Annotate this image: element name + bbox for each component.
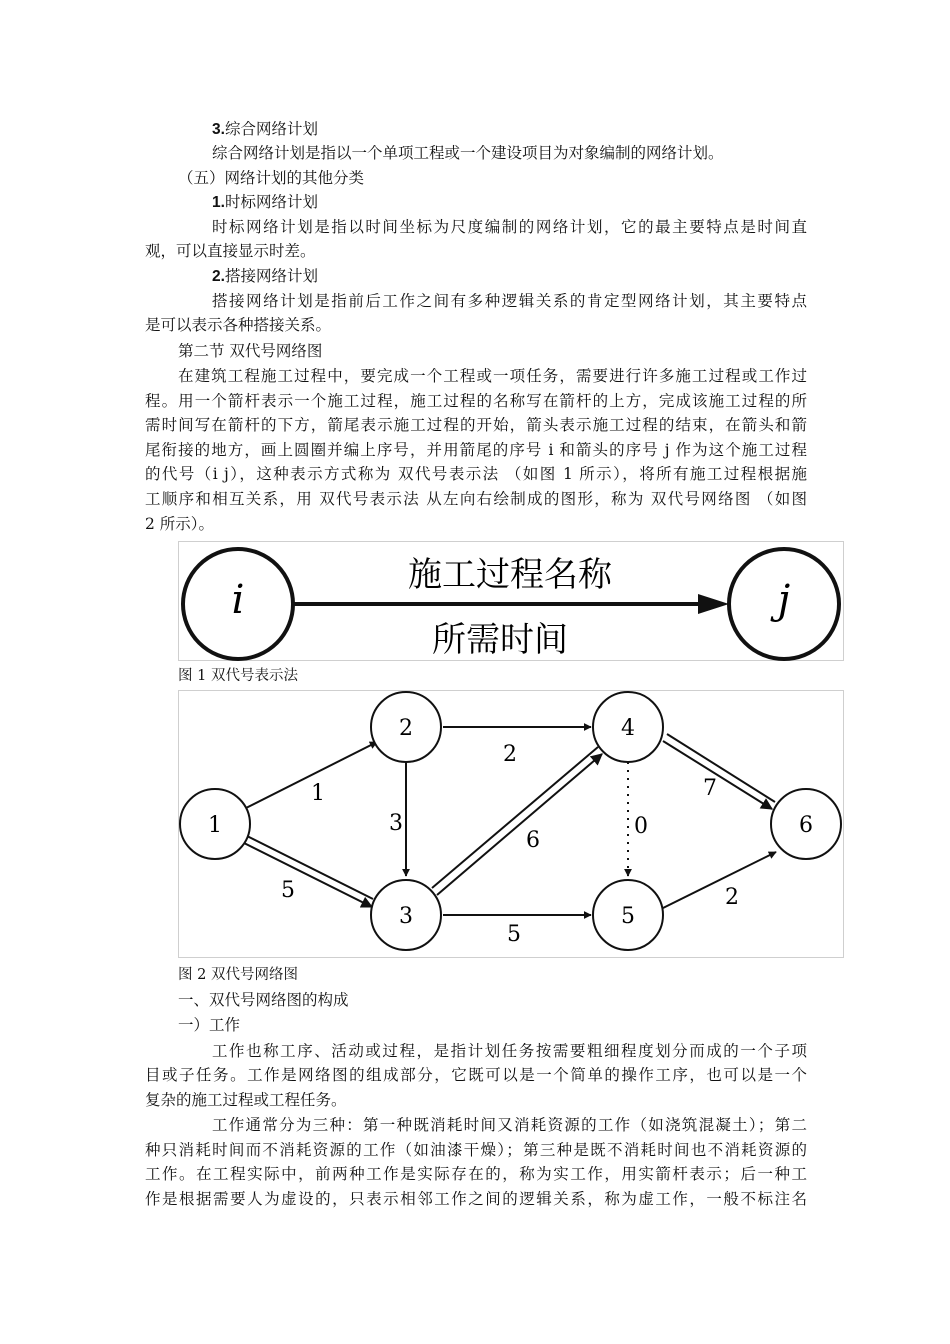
paragraph-work-types-line: 工作。在工程实际中，前两种工作是实际存在的，称为实工作，用实箭杆表示；后一种工: [145, 1165, 807, 1183]
edge-label-1-2: 1: [311, 781, 325, 806]
paragraph-work-line: 工作也称工序、活动或过程，是指计划任务按需要粗细程度划分而成的一个子项: [212, 1042, 807, 1060]
edge-5-6: [663, 852, 776, 908]
figure-2-caption: 图 2 双代号网络图: [178, 967, 298, 983]
node-6-label: 6: [799, 813, 813, 838]
arrow-head: [698, 594, 729, 614]
figure-1-diagram: [178, 541, 844, 661]
intro-line: 在建筑工程施工过程中，要完成一个工程或一项任务，需要进行许多施工过程或工作过: [178, 367, 807, 385]
paragraph-overlap-line: 是可以表示各种搭接关系。: [145, 316, 332, 334]
section-heading-composition: 一、双代号网络图的构成: [178, 991, 349, 1009]
intro-line: 的代号（i j），这种表示方式称为 双代号表示法 （如图 1 所示），将所有施工过程根据施: [145, 465, 807, 483]
paragraph-work-line: 复杂的施工过程或工程任务。: [145, 1091, 347, 1109]
subsection-heading-work: 一）工作: [178, 1016, 241, 1034]
node-j-label: j: [777, 577, 791, 623]
edge-label-3-4: 6: [526, 828, 540, 853]
intro-line: 程。用一个箭杆表示一个施工过程，施工过程的名称写在箭杆的上方，完成该施工过程的所: [145, 392, 807, 410]
edge-4-6-b: [663, 741, 772, 809]
node-4-label: 4: [621, 716, 635, 741]
node-3-label: 3: [399, 904, 413, 929]
heading-time-scaled-plan: 1.时标网络计划: [212, 193, 318, 211]
heading-overlap-plan: 2.搭接网络计划: [212, 267, 318, 285]
intro-line: 需时间写在箭杆的下方，箭尾表示施工过程的开始，箭头表示施工过程的结束，在箭头和箭: [145, 416, 807, 434]
figure-1-caption: 图 1 双代号表示法: [178, 668, 298, 684]
paragraph-work-types-line: 作是根据需要人为虚设的，只表示相邻工作之间的逻辑关系，称为虚工作，一般不标注名: [145, 1190, 807, 1208]
intro-line: 尾衔接的地方，画上圆圈并编上序号，并用箭尾的序号 i 和箭头的序号 j 作为这个施工过程: [145, 441, 807, 459]
edge-1-3-a: [247, 836, 373, 899]
paragraph-comprehensive-plan: 综合网络计划是指以一个单项工程或一个建设项目为对象编制的网络计划。: [212, 144, 724, 162]
edge-3-4-b: [437, 754, 602, 895]
paragraph-work-types-line: 种只消耗时间而不消耗资源的工作（如油漆干燥）；第三种是既不消耗时间也不消耗资源的: [145, 1141, 807, 1159]
edge-label-2-4: 2: [503, 742, 517, 767]
paragraph-work-line: 目或子任务。工作是网络图的组成部分，它既可以是一个简单的操作工序，也可以是一个: [145, 1066, 807, 1084]
edge-label-3-5: 5: [507, 922, 521, 947]
edge-4-6-a: [667, 734, 775, 802]
heading-comprehensive-plan: 3.综合网络计划: [212, 120, 318, 138]
node-5-label: 5: [621, 904, 635, 929]
heading-other-classifications: （五）网络计划的其他分类: [178, 169, 365, 187]
chapter-heading: 第二节 双代号网络图: [178, 342, 323, 360]
edge-label-1-3: 5: [281, 878, 295, 903]
node-i-label: i: [231, 577, 245, 623]
paragraph-time-scaled-line: 观，可以直接显示时差。: [145, 242, 316, 260]
figure-2-network: [178, 690, 844, 958]
edge-label-2-3: 3: [389, 811, 403, 836]
node-2-label: 2: [399, 716, 413, 741]
edge-label-4-6: 7: [703, 776, 717, 801]
edge-1-3-b: [244, 843, 372, 907]
intro-line: 工顺序和相互关系，用 双代号表示法 从左向右绘制成的图形，称为 双代号网络图 （如图: [145, 490, 807, 508]
paragraph-work-types-line: 工作通常分为三种：第一种既消耗时间又消耗资源的工作（如浇筑混凝土）；第二: [212, 1116, 807, 1134]
edge-label-5-6: 2: [725, 885, 739, 910]
paragraph-time-scaled-line: 时标网络计划是指以时间坐标为尺度编制的网络计划，它的最主要特点是时间直: [212, 218, 807, 236]
arrow-bottom-label: 所需时间: [432, 620, 568, 660]
edge-3-4-a: [432, 747, 598, 888]
intro-line: 2 所示）。: [145, 515, 215, 533]
paragraph-overlap-line: 搭接网络计划是指前后工作之间有多种逻辑关系的肯定型网络计划，其主要特点: [212, 292, 807, 310]
arrow-top-label: 施工过程名称: [408, 555, 612, 595]
edge-label-4-5: 0: [634, 814, 648, 839]
node-1-label: 1: [208, 813, 222, 838]
